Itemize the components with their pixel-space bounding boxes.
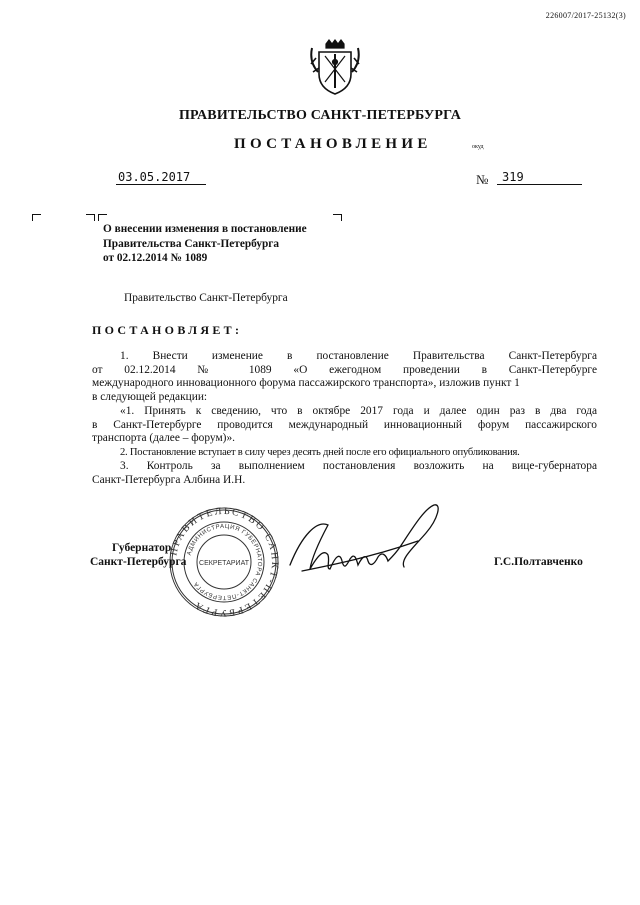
paragraph-line: транспорта (далее – форум)». [92,432,236,444]
subject-line: Правительства Санкт-Петербурга [103,237,280,250]
signer-name: Г.С.Полтавченко [494,556,583,568]
paragraph-line: Санкт-Петербурга Албина И.Н. [92,473,246,486]
paragraph-line: «1. Принять к сведению, что в октябре 2017 года и далее один раз в два года [120,405,597,417]
okud-label: окуд [472,144,484,150]
government-heading: ПРАВИТЕЛЬСТВО САНКТ-ПЕТЕРБУРГА [178,108,462,123]
subject-line: О внесении изменения в постановление [103,223,307,235]
coat-of-arms-emblem-icon [309,38,361,98]
paragraph-line: в Санкт-Петербурге проводится международный инновационный форум пассажирского [92,418,597,431]
paragraph-line: в следующей редакции: [92,390,208,403]
decides-heading: ПОСТАНОВЛЯЕТ: [92,323,243,337]
issuer-text: Правительство Санкт-Петербурга [124,292,288,304]
subject-line: от 02.12.2014 № 1089 [103,252,208,264]
paragraph-2: 2. Постановление вступает в силу через десять дней после его официального опубликования. [120,447,520,458]
stamp-outer-text: ПРАВИТЕЛЬСТВО САНКТ-ПЕТЕРБУРГА [168,506,280,618]
handwritten-signature [272,495,452,590]
corner-mark-right [333,214,342,221]
paragraph-3 [92,460,597,487]
signer-position-line: Санкт-Петербурга [90,556,187,568]
registration-number: 226007/2017-25132(3) [545,11,626,20]
corner-mark-left [32,214,41,221]
document-number: 319 [497,170,582,185]
quoted-item [92,405,597,446]
document-subject [103,222,353,266]
document-type-heading: ПОСТАНОВЛЕНИЕ [234,136,432,152]
paragraph-line: международного инновационного форума пассажирского транспорта», изложив пункт 1 [92,377,520,389]
paragraph-line: 1. Внести изменение в постановление Правительства Санкт-Петербурга [120,350,597,362]
paragraph-1 [92,350,597,404]
stamp-inner-text: АДМИНИСТРАЦИЯ ГУБЕРНАТОРА САНКТ-ПЕТЕРБУРГА [186,523,263,601]
number-sign: № [476,172,489,187]
corner-mark-mid-b [98,214,107,221]
document-date: 03.05.2017 [116,170,206,185]
paragraph-line: от 02.12.2014 № 1089 «О ежегодном проведении в Санкт-Петербурге [92,363,597,376]
corner-mark-mid-a [86,214,95,221]
stamp-center-text: СЕКРЕТАРИАТ [199,560,249,567]
paragraph-line: 3. Контроль за выполнением постановления возложить на вице-губернатора [120,460,597,472]
signer-position-line: Губернатор [112,542,172,554]
